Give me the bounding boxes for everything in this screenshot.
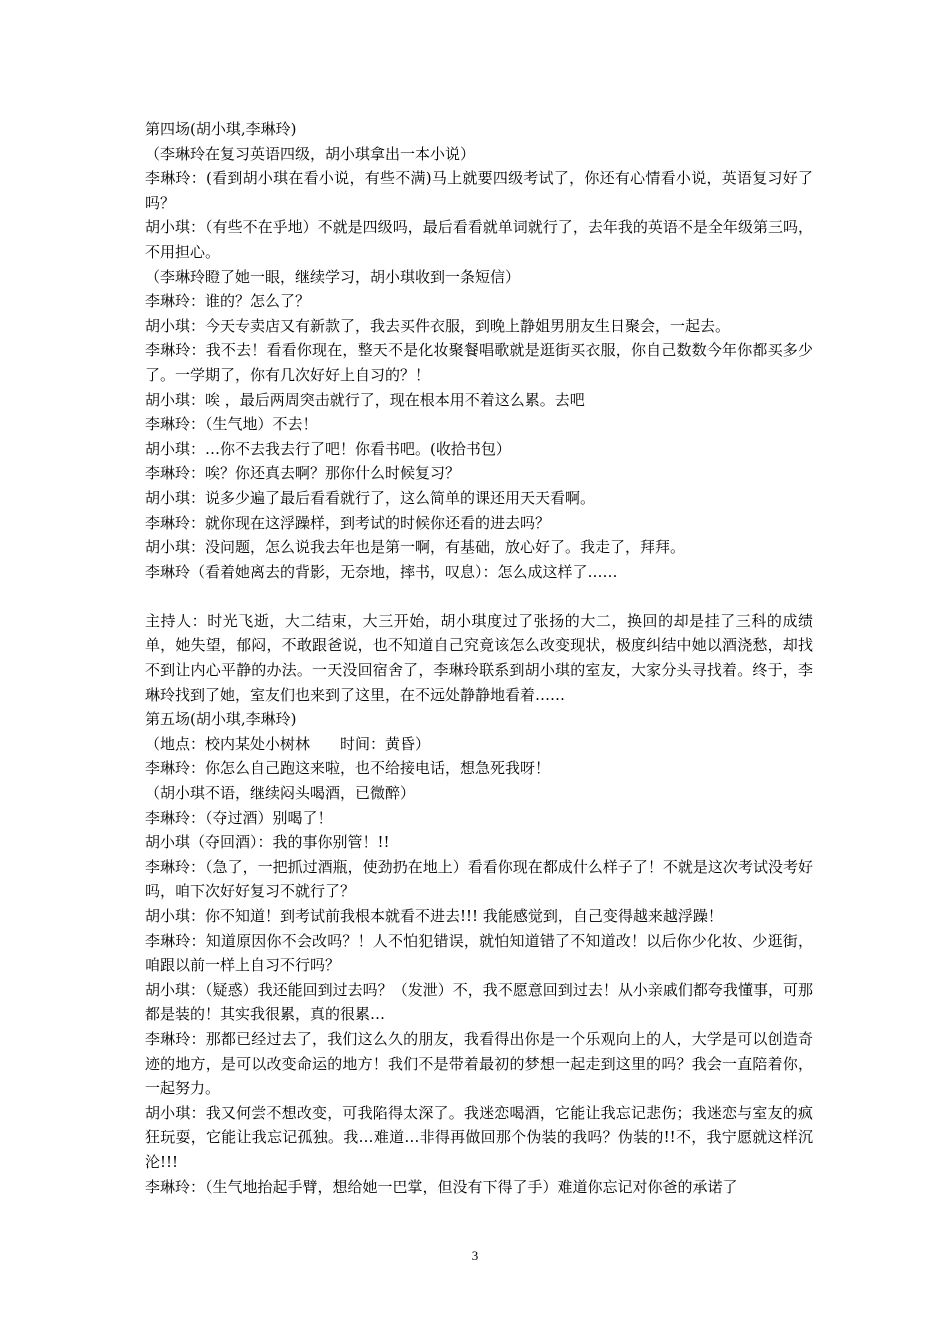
paragraph: （李琳玲瞪了她一眼，继续学习，胡小琪收到一条短信） bbox=[145, 267, 521, 286]
paragraph: （李琳玲在复习英语四级，胡小琪拿出一本小说） bbox=[145, 144, 476, 163]
paragraph: 李琳玲（看着她离去的背影，无奈地，摔书，叹息）：怎么成这样了…… bbox=[145, 562, 618, 581]
paragraph: 胡小琪：唉 ，最后两周突击就行了，现在根本用不着这么累。去吧 bbox=[145, 390, 585, 409]
blank-line bbox=[145, 584, 813, 609]
paragraph: 胡小琪：你不知道！到考试前我根本就看不进去!!! 我能感觉到，自己变得越来越浮躁！ bbox=[145, 907, 723, 925]
paragraph: 胡小琪：今天专卖店又有新款了，我去买件衣服，到晚上静姐男朋友生日聚会，一起去。 bbox=[145, 316, 731, 335]
paragraph: 主持人：时光飞逝，大二结束，大三开始，胡小琪度过了张扬的大二，换回的却是挂了三科的成绩单，她失望，郁闷，不敢跟爸说，也不知道自己究竟该怎么改变现状，极度纠结中她以酒浇愁，却找不到让内心平静的办法。一天没回宿舍了，李琳玲联系到胡小琪的室友，大家分头寻找着。终于，李琳玲找到了她，室友们也来到了这里，在不远处静静地看着…… bbox=[145, 611, 813, 704]
paragraph: 李琳玲：你怎么自己跑这来啦，也不给接电话，想急死我呀！ bbox=[145, 759, 551, 778]
paragraph: 李琳玲：就你现在这浮躁样，到考试的时候你还看的进去吗？ bbox=[145, 513, 551, 532]
paragraph: 第四场(胡小琪,李琳玲) bbox=[145, 120, 297, 138]
paragraph: 李琳玲：我不去！看看你现在，整天不是化妆聚餐唱歌就是逛街买衣服，你自己数数今年你都买多少了。一学期了，你有几次好好上自习的？！ bbox=[145, 341, 813, 384]
paragraph: 胡小琪：（疑惑）我还能回到过去吗？（发泄）不，我不愿意回到过去！从小亲戚们都夸我懂事，可那都是装的！其实我很累，真的很累… bbox=[145, 980, 813, 1024]
paragraph: 胡小琪：说多少遍了最后看看就行了，这么简单的课还用天天看啊。 bbox=[145, 488, 596, 507]
paragraph: 李琳玲：那都已经过去了，我们这么久的朋友，我看得出你是一个乐观向上的人，大学是可以创造奇迹的地方，是可以改变命运的地方！我们不是带着最初的梦想一起走到这里的吗？我会一直陪着你，一起努力。 bbox=[145, 1029, 813, 1098]
paragraph: 胡小琪（夺回酒）：我的事你别管！!! bbox=[145, 833, 390, 852]
paragraph: 胡小琪：没问题，怎么说我去年也是第一啊，有基础，放心好了。我走了，拜拜。 bbox=[145, 538, 686, 557]
paragraph: （地点：校内某处小树林 时间：黄昏） bbox=[145, 734, 431, 753]
paragraph: 第五场(胡小琪,李琳玲) bbox=[145, 710, 297, 729]
document-body bbox=[145, 117, 813, 1199]
paragraph: 李琳玲：(看到胡小琪在看小说，有些不满)马上就要四级考试了，你还有心情看小说，英语复习好了吗？ bbox=[145, 169, 813, 212]
paragraph: 李琳玲：（生气地抬起手臂，想给她一巴掌，但没有下得了手）难道你忘记对你爸的承诺了 bbox=[145, 1177, 738, 1196]
paragraph: 李琳玲：唉？你还真去啊？那你什么时候复习？ bbox=[145, 464, 461, 483]
paragraph: （胡小琪不语，继续闷头喝酒，已微醉） bbox=[145, 784, 416, 803]
paragraph: 胡小琪：…你不去我去行了吧！你看书吧。(收拾书包） bbox=[145, 439, 511, 458]
paragraph: 李琳玲：（急了，一把抓过酒瓶，使劲扔在地上）看看你现在都成什么样子了！不就是这次考试没考好吗，咱下次好好复习不就行了？ bbox=[145, 857, 813, 901]
paragraph: 胡小琪：我又何尝不想改变，可我陷得太深了。我迷恋喝酒，它能让我忘记悲伤；我迷恋与室友的疯狂玩耍，它能让我忘记孤独。我…难道…非得再做回那个伪装的我吗？伪装的!!不，我宁愿就这样沉沦!!! bbox=[145, 1103, 813, 1171]
paragraph: 胡小琪：（有些不在乎地）不就是四级吗，最后看看就单词就行了，去年我的英语不是全年级第三吗，不用担心。 bbox=[145, 218, 813, 261]
paragraph: 李琳玲：（生气地）不去！ bbox=[145, 415, 318, 434]
page-number: 3 bbox=[471, 1248, 479, 1263]
paragraph: 李琳玲：谁的？怎么了？ bbox=[145, 292, 311, 311]
paragraph: 李琳玲：知道原因你不会改吗？！人不怕犯错误，就怕知道错了不知道改！以后你少化妆、少逛街，咱跟以前一样上自习不行吗？ bbox=[145, 931, 813, 975]
paragraph: 李琳玲：（夺过酒）别喝了！ bbox=[145, 808, 333, 827]
